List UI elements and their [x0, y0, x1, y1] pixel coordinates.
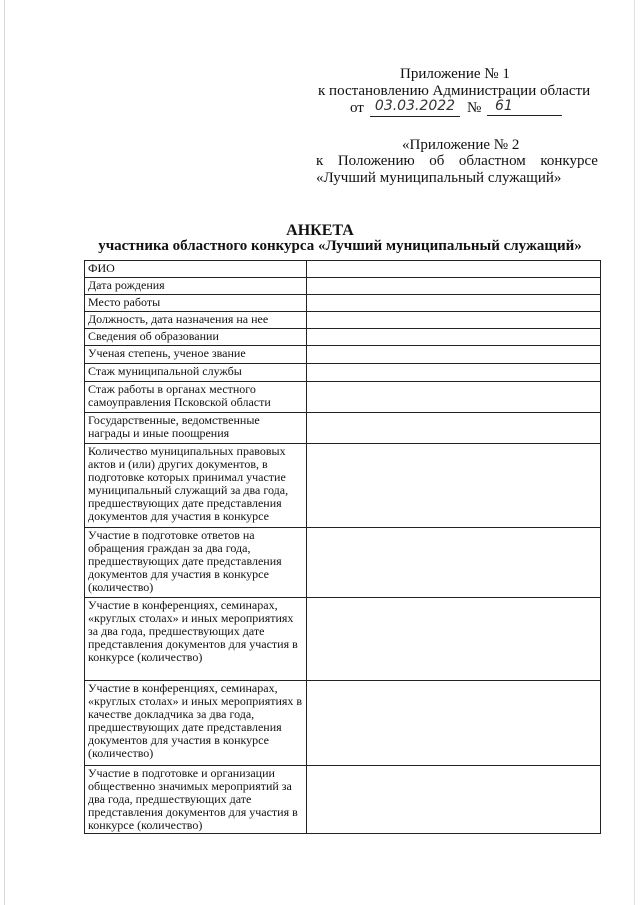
table-row	[85, 261, 601, 278]
answer-cell[interactable]	[306, 346, 600, 364]
table-row	[85, 598, 601, 681]
table-row	[85, 312, 601, 329]
regulation-word: конкурсе	[540, 153, 598, 169]
table-row	[85, 295, 601, 312]
handwritten-date: 03.03.2022	[374, 98, 456, 114]
table-row	[85, 382, 601, 413]
row-label: Участие в конференциях, семинарах, «круглых столах» и иных мероприятиях в качестве докладчика за два года, предшествующих дате представления документов для участия в конкурсе (количество)	[85, 681, 307, 766]
answer-cell[interactable]	[306, 681, 600, 766]
regulation-word: об	[429, 153, 445, 169]
from-label: от	[350, 100, 364, 116]
row-label: Дата рождения	[85, 278, 307, 295]
row-label: Стаж муниципальной службы	[85, 364, 307, 382]
decree-date-field	[370, 98, 460, 117]
table-row	[85, 528, 601, 598]
answer-cell[interactable]	[306, 444, 600, 528]
regulation-word: к	[316, 153, 324, 169]
answer-cell[interactable]	[306, 278, 600, 295]
answer-cell[interactable]	[306, 312, 600, 329]
row-label: Стаж работы в органах местного самоуправления Псковской области	[85, 382, 307, 413]
row-label: Количество муниципальных правовых актов и (или) других документов, в подготовке которых принимал участие муниципальный служащий за два года, предшествующих дате представления документов для участия в конкурсе	[85, 444, 307, 528]
regulation-word: Положению	[337, 153, 415, 169]
appendix-1-heading: Приложение № 1	[400, 66, 510, 82]
form-title: АНКЕТА	[286, 222, 354, 239]
regulation-word: областном	[458, 153, 526, 169]
row-label: Участие в подготовке ответов на обращения граждан за два года, предшествующих дате представления документов для участия в конкурсе (количество)	[85, 528, 307, 598]
number-label: №	[467, 100, 482, 116]
appendix-2-heading: «Приложение № 2	[402, 137, 520, 153]
answer-cell[interactable]	[306, 261, 600, 278]
answer-cell[interactable]	[306, 766, 600, 834]
row-label: Государственные, ведомственные награды и иные поощрения	[85, 413, 307, 444]
answer-cell[interactable]	[306, 413, 600, 444]
answer-cell[interactable]	[306, 329, 600, 346]
table-row	[85, 681, 601, 766]
decree-reference: к постановлению Администрации области	[318, 83, 591, 99]
row-label: Должность, дата назначения на нее	[85, 312, 307, 329]
decree-number-field	[487, 98, 562, 116]
scan-edge-left	[4, 0, 5, 905]
table-row	[85, 364, 601, 382]
row-label: Место работы	[85, 295, 307, 312]
row-label: Участие в подготовке и организации общественно значимых мероприятий за два года, предшествующих дате представления документов для участия в конкурсе (количество)	[85, 766, 307, 834]
table-row	[85, 413, 601, 444]
row-label: ФИО	[85, 261, 307, 278]
row-label: Сведения об образовании	[85, 329, 307, 346]
answer-cell[interactable]	[306, 382, 600, 413]
answer-cell[interactable]	[306, 364, 600, 382]
answer-cell[interactable]	[306, 598, 600, 681]
table-row	[85, 444, 601, 528]
table-row	[85, 329, 601, 346]
table-row	[85, 766, 601, 834]
row-label: Участие в конференциях, семинарах, «круглых столах» и иных мероприятиях за два года, предшествующих дате представления документов для участия в конкурсе (количество)	[85, 598, 307, 681]
handwritten-number: 61	[495, 98, 513, 114]
regulation-reference	[316, 153, 598, 170]
answer-cell[interactable]	[306, 528, 600, 598]
table-row	[85, 346, 601, 364]
table-row	[85, 278, 601, 295]
scan-edge-right	[634, 0, 635, 905]
form-subtitle: участника областного конкурса «Лучший муниципальный служащий»	[98, 238, 582, 254]
answer-cell[interactable]	[306, 295, 600, 312]
questionnaire-table	[84, 260, 601, 834]
row-label: Ученая степень, ученое звание	[85, 346, 307, 364]
contest-name: «Лучший муниципальный служащий»	[316, 170, 562, 186]
